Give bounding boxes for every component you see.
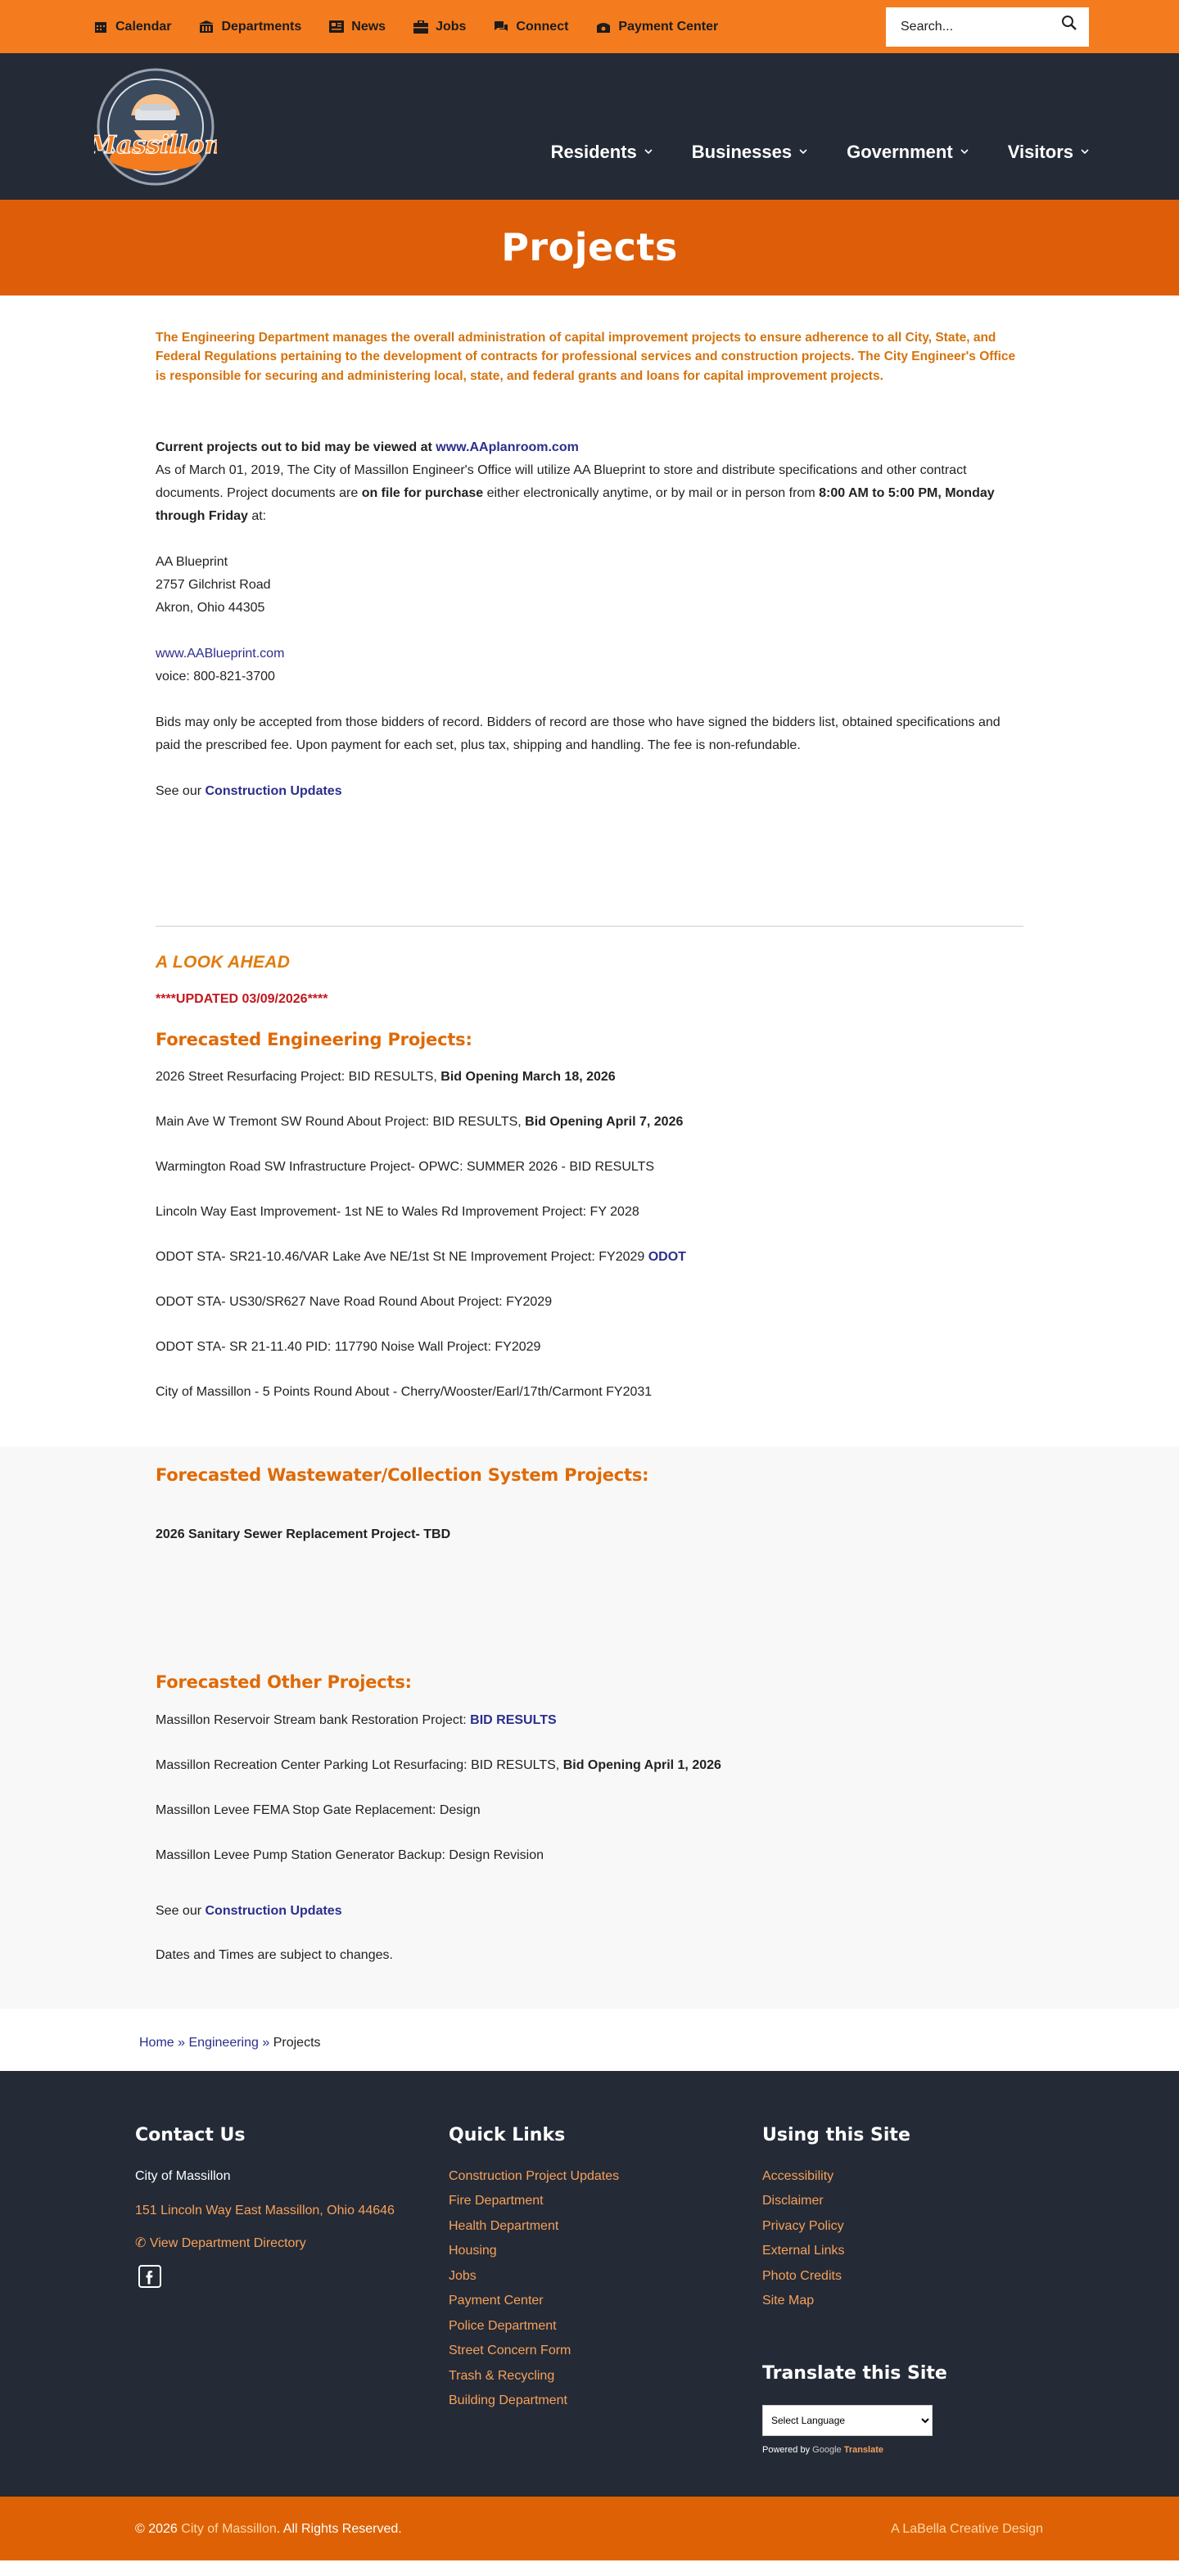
nav-item-residents[interactable]: [551, 137, 653, 167]
footer-link[interactable]: Payment Center: [449, 2294, 544, 2308]
chevron-down-icon: [960, 147, 969, 156]
list-item: [156, 1066, 1023, 1089]
para1-d: 8:00 AM to 5:00 PM, Monday through Friday: [156, 485, 995, 523]
copy-suffix: . All Rights Reserved.: [276, 2521, 402, 2536]
breadcrumb-sep: »: [178, 2036, 186, 2050]
money-icon: [596, 20, 611, 34]
engineering-projects-list: [156, 1066, 1023, 1404]
item-text: ODOT STA- SR 21-11.40 PID: 117790 Noise Wall Project: FY2029: [156, 1340, 541, 1355]
utility-link-payment-center[interactable]: [596, 16, 718, 38]
nav-item-label: Businesses: [691, 141, 793, 162]
construction-updates-link[interactable]: Construction Updates: [205, 783, 342, 798]
breadcrumb: [0, 2009, 1179, 2071]
search-box: [886, 7, 1089, 47]
bid-lead: Current projects out to bid may be viewed at: [156, 440, 436, 454]
utility-link-connect[interactable]: [494, 16, 568, 38]
chevron-down-icon: [644, 147, 653, 156]
blueprint-link[interactable]: www.AABlueprint.com: [156, 646, 285, 661]
breadcrumb-sep: »: [262, 2036, 270, 2050]
footer-heading: Contact Us: [135, 2125, 246, 2146]
copy-prefix: © 2026: [135, 2521, 182, 2536]
breadcrumb-engineering[interactable]: Engineering: [188, 2036, 259, 2050]
city-link[interactable]: City of Massillon: [181, 2521, 277, 2536]
footer-link[interactable]: External Links: [762, 2244, 845, 2258]
construction-updates-link[interactable]: Construction Updates: [205, 1903, 342, 1918]
chevron-down-icon: [1081, 147, 1089, 156]
footer-heading: Quick Links: [449, 2125, 566, 2146]
chat-icon: [494, 20, 508, 34]
footer-address-link[interactable]: 151 Lincoln Way East Massillon, Ohio 44646: [135, 2203, 395, 2217]
item-text: Warmington Road SW Infrastructure Project- OPWC: SUMMER 2026 - BID RESULTS: [156, 1160, 655, 1175]
powered-by-text: Powered by: [762, 2445, 813, 2456]
utility-link-label: Connect: [516, 19, 569, 34]
language-select[interactable]: [762, 2405, 933, 2436]
copyright-text: [135, 2518, 402, 2540]
nav-item-visitors[interactable]: [1008, 137, 1089, 167]
item-bold: Bid Opening March 18, 2026: [440, 1070, 616, 1085]
updated-notice: ****UPDATED 03/09/2026****: [156, 992, 328, 1007]
other-heading: Forecasted Other Projects:: [156, 1672, 412, 1693]
footer-link[interactable]: Fire Department: [449, 2194, 544, 2208]
main-content: [0, 295, 1179, 1404]
google-text: Google: [812, 2445, 842, 2456]
item-text: 2026 Street Resurfacing Project: BID RESULTS,: [156, 1070, 441, 1085]
item-bold: Bid Opening April 7, 2026: [525, 1115, 684, 1130]
utility-link-jobs[interactable]: [413, 16, 466, 38]
newspaper-icon: [329, 20, 344, 34]
briefcase-icon: [413, 20, 428, 34]
wastewater-item: 2026 Sanitary Sewer Replacement Project- TBD: [156, 1527, 451, 1541]
utility-link-label: Jobs: [436, 19, 467, 34]
facebook-icon[interactable]: [138, 2265, 161, 2295]
nav-item-label: Visitors: [1007, 141, 1073, 162]
logo-text: Massillon: [94, 131, 217, 160]
utility-link-departments[interactable]: [199, 16, 301, 38]
voice-number: voice: 800-821-3700: [156, 669, 275, 683]
search-icon[interactable]: [1061, 15, 1077, 38]
utility-bar: [0, 0, 1179, 53]
footer-link[interactable]: Health Department: [449, 2218, 559, 2233]
wastewater-heading: Forecasted Wastewater/Collection System Projects:: [156, 1465, 649, 1486]
designer-credit-link[interactable]: A LaBella Creative Design: [891, 2521, 1043, 2536]
list-item: [156, 1336, 1023, 1359]
item-text: Massillon Reservoir Stream bank Restoration Project:: [156, 1712, 471, 1727]
chevron-down-icon: [799, 147, 807, 156]
footer-quick-links: [449, 2120, 619, 2413]
list-item: [156, 1246, 1023, 1269]
item-bold: Bid Opening April 1, 2026: [562, 1757, 721, 1772]
footer-link[interactable]: Police Department: [449, 2318, 557, 2333]
item-text: Massillon Recreation Center Parking Lot Resurfacing: BID RESULTS,: [156, 1757, 563, 1772]
list-item: [156, 1381, 1023, 1404]
footer-city: City of Massillon: [135, 2168, 231, 2183]
address-line: Akron, Ohio 44305: [156, 600, 265, 615]
item-text: ODOT STA- SR21-10.46/VAR Lake Ave NE/1st St NE Improvement Project: FY2029: [156, 1250, 648, 1265]
main-nav: [512, 53, 1089, 200]
google-translate-credit: [762, 2443, 947, 2458]
footer-contact: [135, 2120, 395, 2295]
address-line: 2757 Gilchrist Road: [156, 577, 271, 592]
footer-link[interactable]: Street Concern Form: [449, 2344, 571, 2358]
item-text: Lincoln Way East Improvement- 1st NE to Wales Rd Improvement Project: FY 2028: [156, 1205, 639, 1220]
utility-link-label: Departments: [221, 19, 302, 34]
footer-link[interactable]: Construction Project Updates: [449, 2168, 620, 2183]
utility-link-label: Payment Center: [618, 19, 719, 34]
phone-icon: ✆: [135, 2236, 147, 2251]
item-text: ODOT STA- US30/SR627 Nave Road Round About Project: FY2029: [156, 1295, 553, 1310]
item-text: Massillon Levee Pump Station Generator Backup: Design Revision: [156, 1847, 544, 1862]
see-our-text: See our: [156, 783, 206, 798]
nav-item-government[interactable]: [847, 137, 969, 167]
list-item: [156, 1156, 1023, 1179]
list-item: [156, 1799, 1023, 1822]
copyright-bar: [0, 2497, 1179, 2560]
footer-link[interactable]: Site Map: [762, 2294, 815, 2308]
footer-link[interactable]: Photo Credits: [762, 2268, 842, 2283]
calendar-icon: [93, 20, 108, 34]
item-text: Massillon Levee FEMA Stop Gate Replacement: Design: [156, 1802, 481, 1817]
list-item: [156, 1754, 1023, 1777]
translate-heading: Translate this Site: [762, 2362, 947, 2384]
breadcrumb-home[interactable]: Home: [139, 2036, 174, 2050]
section-divider: [156, 926, 1023, 927]
list-item: [156, 1291, 1023, 1314]
para1-b: on file for purchase: [361, 485, 484, 500]
list-item: [156, 1844, 1023, 1867]
para1-e: at:: [247, 508, 267, 523]
other-projects-list: [156, 1709, 1023, 1867]
footer-link[interactable]: Jobs: [449, 2268, 477, 2283]
engineering-heading: Forecasted Engineering Projects:: [156, 1029, 472, 1049]
building-icon: [199, 20, 214, 34]
bids-paragraph: Bids may only be accepted from those bidders of record. Bidders of record are those who have signed the bidders list, obtained specifications and paid the prescribed fee. Upon payment for each set, plus tax, shipping and handling. The fee is non-refundable.: [156, 715, 1001, 752]
disclaimer-text: Dates and Times are subject to changes.: [156, 1948, 393, 1963]
intro-text: The Engineering Department manages the overall administration of capital improvement projects to ensure adherence to all City, State, and Federal Regulations pertaining to the development of contracts for professional services and construction projects. The City Engineer's Office is responsible for securing and administering local, state, and federal grants and loans for capital improvement projects.: [156, 331, 1016, 383]
see-our-line: [156, 1900, 1023, 1922]
utility-link-calendar[interactable]: [93, 16, 171, 38]
see-our-text: See our: [156, 1903, 206, 1918]
utility-link-label: Calendar: [115, 19, 172, 34]
footer-link[interactable]: Disclaimer: [762, 2194, 824, 2208]
list-item: [156, 1201, 1023, 1224]
footer-link[interactable]: Trash & Recycling: [449, 2368, 555, 2383]
directory-label: View Department Directory: [149, 2236, 306, 2251]
footer-heading: Using this Site: [762, 2125, 910, 2146]
item-text: Main Ave W Tremont SW Round About Project: BID RESULTS,: [156, 1115, 526, 1130]
utility-links: [93, 16, 746, 38]
footer-using-site: [762, 2120, 947, 2457]
city-logo[interactable]: [94, 68, 217, 187]
footer-link[interactable]: Privacy Policy: [762, 2218, 844, 2233]
bid-info: [156, 436, 1023, 803]
breadcrumb-current: Projects: [273, 2036, 321, 2050]
para1-a: As of March 01, 2019, The City of Massillon Engineer's Office will utilize AA Blueprint to store and distribute specifications and other contract documents. Project documents are: [156, 462, 967, 500]
utility-link-news[interactable]: [329, 16, 386, 38]
planroom-link[interactable]: www.AAplanroom.com: [436, 440, 579, 454]
nav-item-businesses[interactable]: [692, 137, 807, 167]
translate-link[interactable]: Translate: [843, 2445, 884, 2456]
other-projects-section: [0, 1446, 1179, 2009]
item-text: City of Massillon - 5 Points Round About - Cherry/Wooster/Earl/17th/Carmont FY2031: [156, 1385, 653, 1400]
footer-directory-link[interactable]: [135, 2231, 395, 2257]
page-title-band: [0, 200, 1179, 295]
footer-link[interactable]: Housing: [449, 2244, 497, 2258]
list-item: [156, 1709, 1023, 1732]
nav-item-label: Government: [847, 141, 953, 162]
site-header: [0, 53, 1179, 200]
site-footer: [0, 2071, 1179, 2497]
page-title: Projects: [501, 225, 678, 270]
blueprint-address: [156, 551, 1023, 620]
address-line: AA Blueprint: [156, 554, 228, 569]
footer-link[interactable]: Accessibility: [762, 2168, 834, 2183]
utility-link-label: News: [351, 19, 386, 34]
nav-item-label: Residents: [550, 141, 637, 162]
footer-link[interactable]: Building Department: [449, 2393, 567, 2408]
bid-results-link[interactable]: BID RESULTS: [470, 1712, 557, 1727]
para1-c: either electronically anytime, or by mail or in person from: [483, 485, 820, 500]
odot-link[interactable]: ODOT: [648, 1250, 686, 1265]
look-ahead-heading: A LOOK AHEAD: [156, 952, 291, 972]
list-item: [156, 1111, 1023, 1134]
search-input[interactable]: [901, 20, 1048, 34]
